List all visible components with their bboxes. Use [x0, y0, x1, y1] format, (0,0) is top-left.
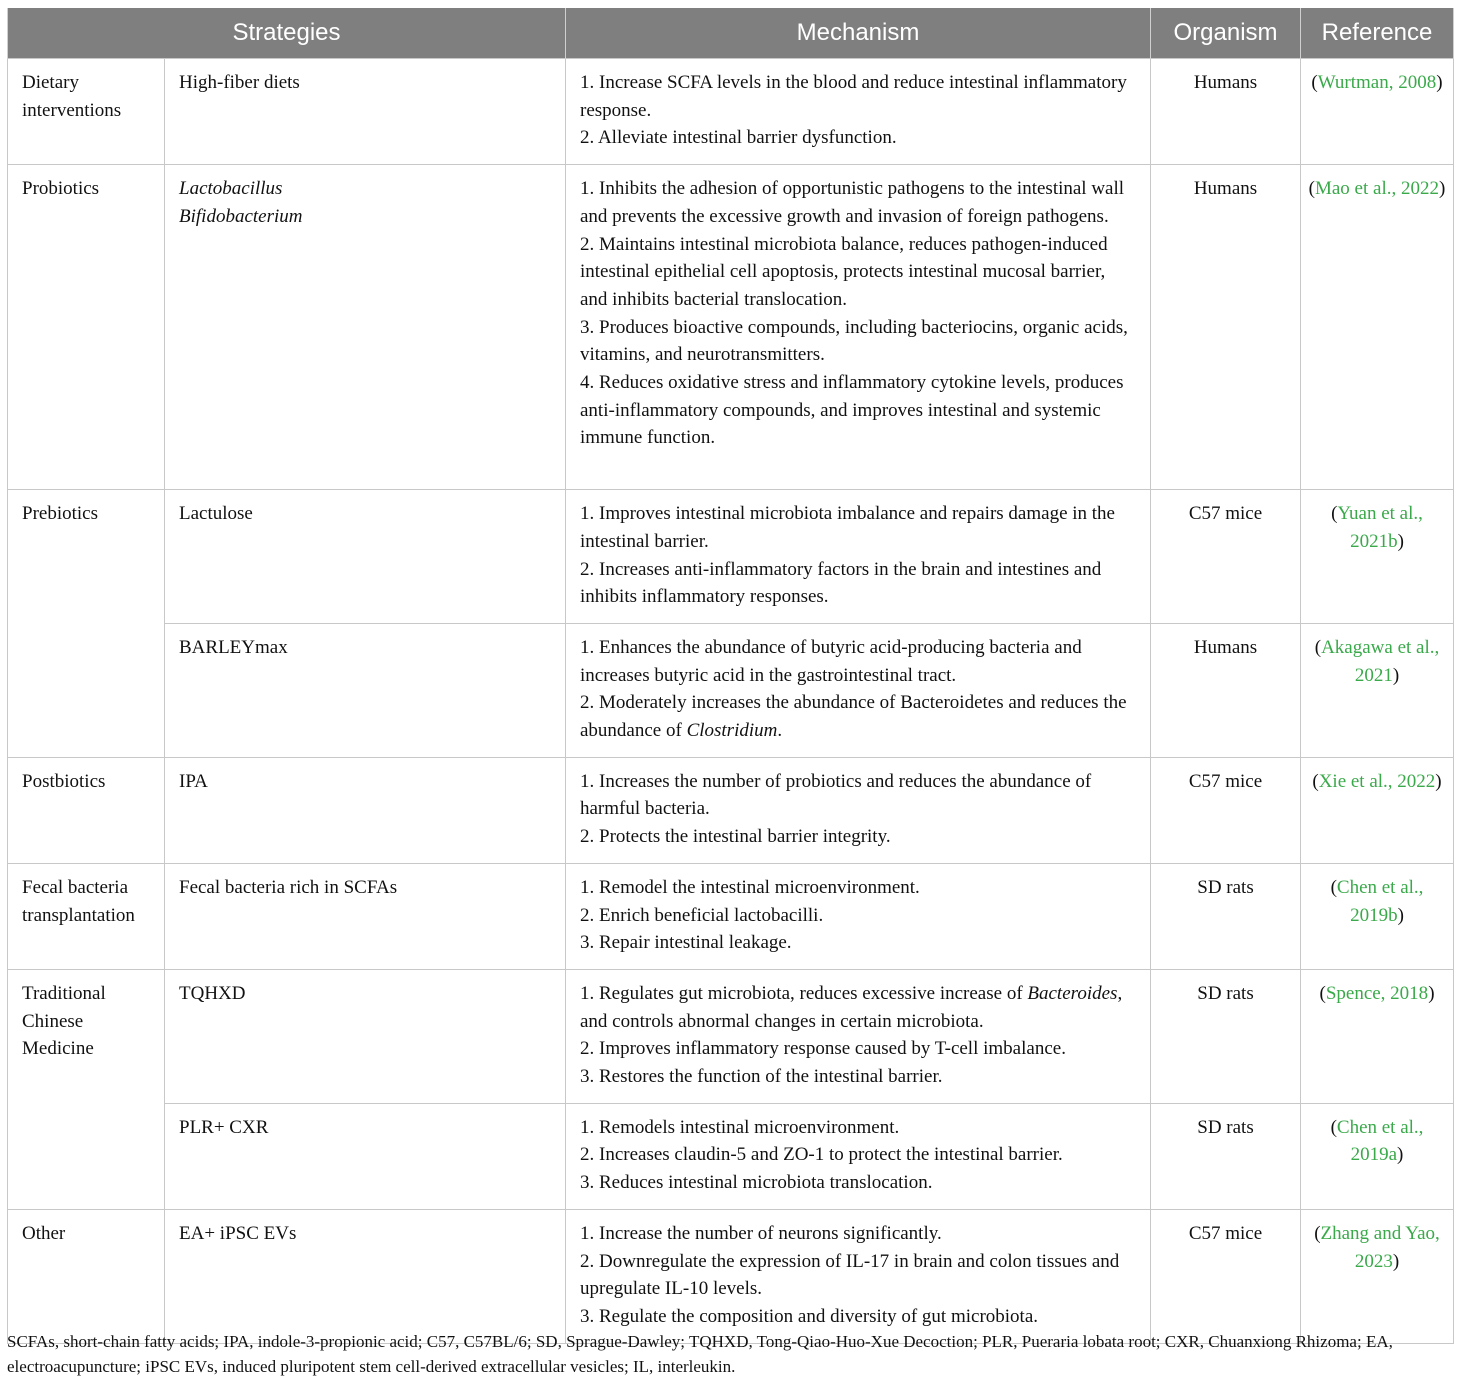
mechanism-item: 1. Increase the number of neurons significantly.: [580, 1222, 942, 1244]
strategy-cell: EA+ iPSC EVs: [165, 1209, 566, 1343]
category-cell: Traditional Chinese Medicine: [8, 969, 165, 1209]
citation-link[interactable]: Yuan et al., 2021b: [1337, 503, 1423, 552]
citation-link[interactable]: Wurtman, 2008: [1317, 72, 1437, 93]
category-cell: Probiotics: [8, 165, 165, 490]
mechanism-item: 1. Inhibits the adhesion of opportunistic pathogens to the intestinal wall and prevents the excessive growth and invasion of foreign pathogens.: [580, 178, 1125, 227]
category-cell: Prebiotics: [8, 490, 165, 758]
organism-cell: SD rats: [1151, 969, 1301, 1103]
strategy-cell: Lactulose: [165, 490, 566, 624]
mechanism-cell: [566, 59, 1151, 165]
mechanism-cell: [566, 969, 1151, 1103]
strategy-cell: Fecal bacteria rich in SCFAs: [165, 863, 566, 969]
table-row: [8, 1103, 1454, 1209]
taxon-name: Clostridium: [686, 720, 778, 742]
strategy-cell: TQHXD: [165, 969, 566, 1103]
table-row: [8, 623, 1454, 757]
reference-cell: (Spence, 2018): [1301, 969, 1454, 1103]
mechanism-item: [580, 689, 1136, 744]
header-row: [8, 8, 1454, 59]
category-cell: Fecal bacteria transplantation: [8, 863, 165, 969]
citation-link[interactable]: Akagawa et al., 2021: [1321, 636, 1440, 686]
strategy-name: Lactobacillus: [179, 178, 283, 200]
mechanism-item: 2. Increases anti-inflammatory factors in the brain and intestines and inhibits inflammatory responses.: [580, 558, 1102, 608]
mechanism-cell: [566, 757, 1151, 863]
organism-cell: Humans: [1151, 165, 1301, 490]
organism-cell: SD rats: [1151, 863, 1301, 969]
table-row: [8, 863, 1454, 969]
reference-cell: (Akagawa et al., 2021): [1301, 623, 1454, 757]
mechanism-cell: [566, 1209, 1151, 1343]
reference-cell: (Chen et al., 2019a): [1301, 1103, 1454, 1209]
category-cell: Dietary interventions: [8, 59, 165, 165]
category-cell: Other: [8, 1209, 165, 1343]
citation-link[interactable]: Spence, 2018: [1325, 982, 1429, 1004]
header-reference: Reference: [1301, 8, 1454, 59]
organism-cell: C57 mice: [1151, 757, 1301, 863]
strategies-table: [7, 8, 1454, 1344]
strategy-cell: High-fiber diets: [165, 59, 566, 165]
table-row: [8, 969, 1454, 1103]
table-row: [8, 165, 1454, 490]
mechanism-item: 2. Downregulate the expression of IL-17 in brain and colon tissues and upregulate IL-10 levels.: [580, 1250, 1120, 1300]
reference-cell: (Chen et al., 2019b): [1301, 863, 1454, 969]
organism-cell: C57 mice: [1151, 490, 1301, 624]
mechanism-text: 1. Regulates gut microbiota, reduces excessive increase of: [580, 982, 1028, 1004]
header-organism: Organism: [1151, 8, 1301, 59]
reference-cell: (Zhang and Yao, 2023): [1301, 1209, 1454, 1343]
mechanism-item: 2. Protects the intestinal barrier integrity.: [580, 826, 891, 848]
mechanism-item: 2. Enrich beneficial lactobacilli.: [580, 904, 824, 926]
mechanism-item: 4. Reduces oxidative stress and inflammatory cytokine levels, produces anti-inflammatory compounds, and improves intestinal and systemic immune function.: [580, 372, 1124, 449]
strategy-name: Bifidobacterium: [179, 205, 303, 227]
reference-cell: (Wurtman, 2008): [1301, 59, 1454, 165]
mechanism-item: 3. Restores the function of the intestinal barrier.: [580, 1066, 943, 1088]
category-cell: Postbiotics: [8, 757, 165, 863]
citation-link[interactable]: Chen et al., 2019b: [1336, 876, 1424, 926]
organism-cell: C57 mice: [1151, 1209, 1301, 1343]
mechanism-cell: [566, 623, 1151, 757]
mechanism-item: 1. Improves intestinal microbiota imbalance and repairs damage in the intestinal barrier.: [580, 503, 1115, 552]
mechanism-item: 3. Produces bioactive compounds, including bacteriocins, organic acids, vitamins, and neurotransmitters.: [580, 316, 1128, 366]
mechanism-item: [580, 980, 1136, 1035]
strategy-cell: BARLEYmax: [165, 623, 566, 757]
citation-link[interactable]: Xie et al., 2022: [1318, 770, 1436, 792]
header-strategies: Strategies: [8, 8, 566, 59]
table-row: [8, 59, 1454, 165]
header-mechanism: Mechanism: [566, 8, 1151, 59]
mechanism-item: 2. Increases claudin-5 and ZO-1 to protect the intestinal barrier.: [580, 1144, 1063, 1166]
reference-cell: (Xie et al., 2022): [1301, 757, 1454, 863]
organism-cell: Humans: [1151, 59, 1301, 165]
mechanism-item: 1. Increases the number of probiotics and reduces the abundance of harmful bacteria.: [580, 770, 1092, 820]
mechanism-cell: [566, 863, 1151, 969]
reference-cell: (Yuan et al., 2021b): [1301, 490, 1454, 624]
mechanism-item: 2. Improves inflammatory response caused by T-cell imbalance.: [580, 1038, 1066, 1060]
organism-cell: Humans: [1151, 623, 1301, 757]
mechanism-item: 3. Reduces intestinal microbiota translocation.: [580, 1172, 933, 1194]
table-row: [8, 757, 1454, 863]
citation-link[interactable]: Zhang and Yao, 2023: [1320, 1222, 1440, 1272]
strategy-cell: PLR+ CXR: [165, 1103, 566, 1209]
mechanism-text: .: [777, 720, 783, 742]
mechanism-item: 3. Repair intestinal leakage.: [580, 932, 792, 954]
citation-link[interactable]: Mao et al., 2022: [1314, 178, 1439, 200]
mechanism-text: , and controls abnormal changes in certain microbiota.: [580, 982, 1123, 1032]
mechanism-cell: [566, 490, 1151, 624]
citation-link[interactable]: Chen et al., 2019a: [1336, 1116, 1424, 1166]
taxon-name: Bacteroides: [1027, 982, 1118, 1004]
mechanism-item: 1. Increase SCFA levels in the blood and reduce intestinal inflammatory response.: [580, 72, 1127, 121]
table-row: [8, 1209, 1454, 1343]
mechanism-cell: [566, 165, 1151, 490]
mechanism-item: 3. Regulate the composition and diversity of gut microbiota.: [580, 1305, 1039, 1327]
strategy-cell: [165, 165, 566, 490]
reference-cell: (Mao et al., 2022): [1301, 165, 1454, 490]
mechanism-item: 2. Maintains intestinal microbiota balance, reduces pathogen-induced intestinal epithelial cell apoptosis, protects intestinal mucosal barrier, and inhibits bacterial translocation.: [580, 233, 1108, 310]
strategy-cell: IPA: [165, 757, 566, 863]
mechanism-cell: [566, 1103, 1151, 1209]
mechanism-text: 2. Moderately increases the abundance of Bacteroidetes and reduces the abundance of: [580, 692, 1127, 742]
mechanism-item: 1. Remodels intestinal microenvironment.: [580, 1116, 900, 1138]
mechanism-item: 2. Alleviate intestinal barrier dysfunction.: [580, 127, 897, 149]
mechanism-item: 1. Enhances the abundance of butyric acid-producing bacteria and increases butyric acid in the gastrointestinal tract.: [580, 636, 1082, 686]
table-footnote: SCFAs, short-chain fatty acids; IPA, indole-3-propionic acid; C57, C57BL/6; SD, Sprague-Dawley; TQHXD, Tong-Qiao-Huo-Xue Decoction; PLR, Pueraria lobata root; CXR, Chuanxiong Rhizoma; EA, electroacupuncture; iPSC EVs, induced pluripotent stem cell-derived extracellular vesicles; IL, interleukin.: [7, 1332, 1393, 1376]
table-row: [8, 490, 1454, 624]
mechanism-item: 1. Remodel the intestinal microenvironment.: [580, 876, 920, 898]
organism-cell: SD rats: [1151, 1103, 1301, 1209]
